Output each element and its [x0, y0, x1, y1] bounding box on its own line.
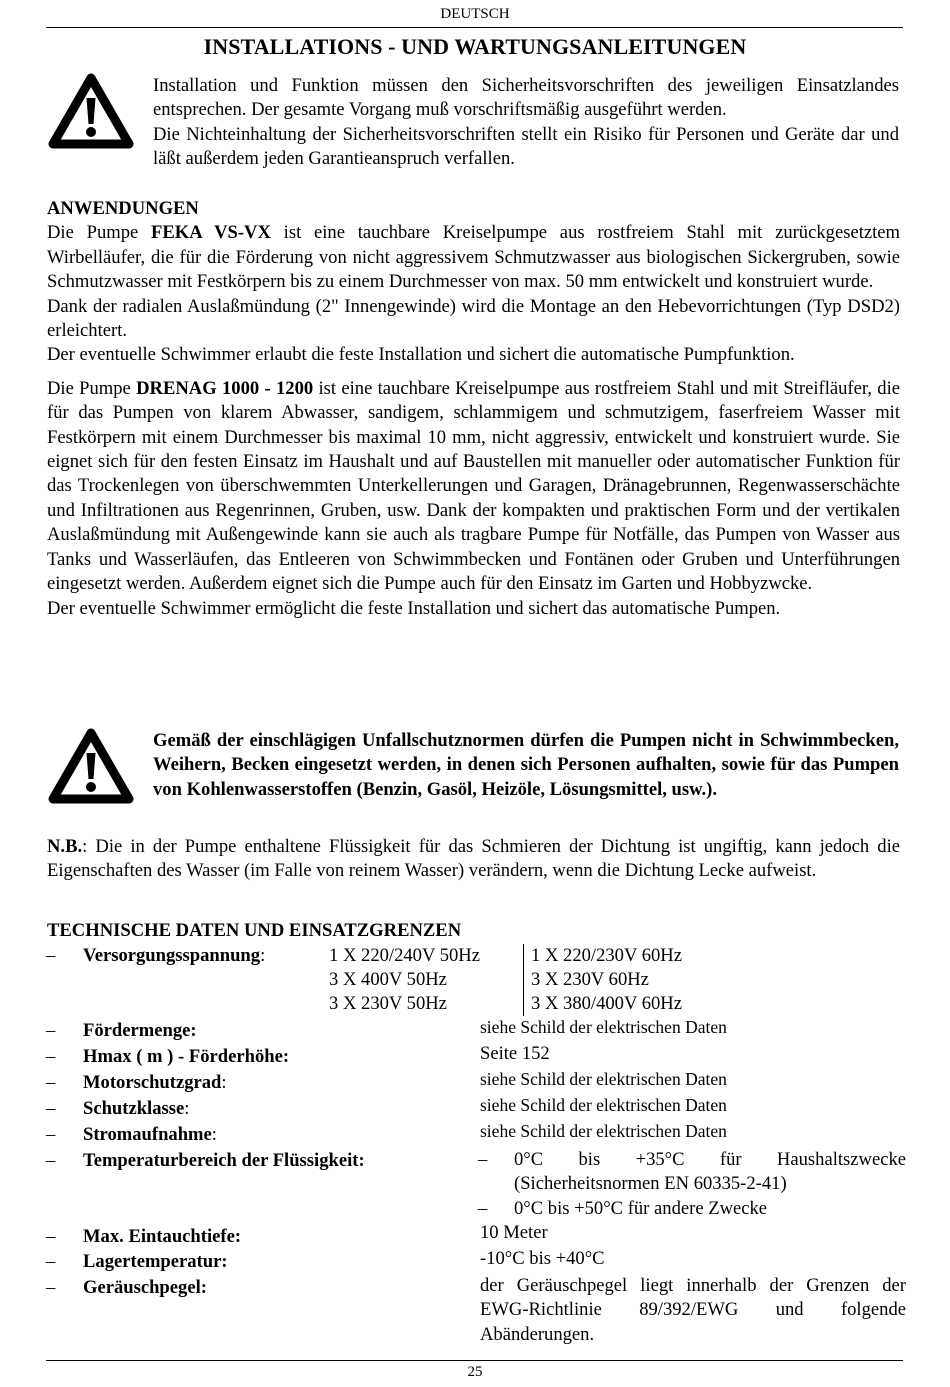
page-title: INSTALLATIONS - UND WARTUNGSANLEITUNGEN	[203, 34, 747, 59]
text: Die Pumpe	[47, 377, 137, 399]
temperature-other: 0°C bis +50°C für andere Zwecke	[514, 1197, 768, 1219]
supply-50hz-list	[329, 944, 480, 1016]
temperature-domestic: 0°C bis +35°C für Haushaltszwecke	[514, 1149, 906, 1170]
label-text: Versorgungsspannung	[83, 945, 261, 966]
class-value: siehe Schild der elektrischen Daten	[480, 1095, 727, 1115]
dash: –	[478, 1149, 488, 1170]
language-header: DEUTSCH	[440, 6, 510, 22]
product-name: FEKA VS-VX	[151, 222, 271, 244]
warning-text-2: Gemäß der einschlägigen Unfallschutznormen dürfen die Pumpen nicht in Schwimmbecken, Weihern, Becken eingesetzt werden, in denen sich Personen aufhalten, sowie für das Pumpen von Kohlenwasserstoffen (Benzin, Gasöl, Heizöle, Lösungsmittel, usw.).	[153, 730, 899, 800]
supply-value: 3 X 400V 50Hz	[329, 969, 447, 990]
warning-triangle-icon	[47, 727, 135, 805]
temperature-line	[478, 1148, 906, 1172]
supply-value: 1 X 220/240V 50Hz	[329, 945, 480, 966]
paragraph: Der eventuelle Schwimmer erlaubt die feste Installation und sichert die automatische Pumpfunktion.	[47, 344, 795, 366]
note-paragraph	[47, 835, 900, 884]
colon: :	[211, 1124, 217, 1145]
flow-label: Fördermenge:	[83, 1020, 197, 1041]
storage-value: -10°C bis +40°C	[480, 1248, 605, 1269]
current-value: siehe Schild der elektrischen Daten	[480, 1121, 727, 1141]
applications-section	[47, 197, 900, 621]
supply-label	[83, 944, 265, 968]
note-label: N.B.	[47, 836, 83, 857]
colon: :	[184, 1098, 190, 1119]
dash: –	[46, 1098, 56, 1119]
text: Die Pumpe	[47, 222, 152, 244]
dash: –	[478, 1197, 488, 1219]
page-number: 25	[467, 1364, 483, 1380]
top-divider	[46, 27, 903, 28]
class-label	[83, 1097, 189, 1121]
supply-value: 3 X 230V 50Hz	[329, 993, 447, 1014]
dash: –	[46, 1277, 56, 1298]
dash: –	[46, 1124, 56, 1145]
supply-value: 3 X 380/400V 60Hz	[531, 993, 682, 1014]
dash: –	[46, 1150, 56, 1171]
temperature-line	[478, 1197, 906, 1221]
label-text: Stromaufnahme	[83, 1124, 212, 1145]
note-text: : Die in der Pumpe enthaltene Flüssigkeit für das Schmieren der Dichtung ist ungiftig, kann jedoch die Eigenschaften des Wasser (im Falle von reinem Wasser) verändern, wenn die Dichtung Lecke aufweist.	[47, 836, 900, 882]
dash: –	[46, 1226, 56, 1247]
dash: –	[46, 1072, 56, 1093]
dash: –	[46, 1020, 56, 1041]
label-text: Schutzklasse	[83, 1098, 185, 1119]
text: ist eine tauchbare Kreiselpumpe aus rostfreiem Stahl mit zurückgesetztem Wirbelläufer, die für die Förderung von nicht aggressivem Schmutzwasser aus biologischen Sickergruben, sowie Schmutzwasser mit Festkörpern bis zu einem Durchmesser von max. 50 mm entwickelt und konstruiert wurde.	[47, 222, 900, 293]
colon: :	[260, 945, 266, 966]
supply-value: 3 X 230V 60Hz	[531, 969, 649, 990]
temperature-line	[478, 1172, 906, 1196]
tech-heading: TECHNISCHE DATEN UND EINSATZGRENZEN	[47, 920, 462, 941]
paragraph: Dank der radialen Auslaßmündung (2" Innengewinde) wird die Montage an den Hebevorrichtungen (Typ DSD2) erleichtert.	[47, 295, 900, 342]
paragraph: Der eventuelle Schwimmer ermöglicht die feste Installation und sichert das automatische Pumpen.	[47, 597, 781, 619]
warning-triangle-icon	[47, 72, 135, 150]
section-heading: ANWENDUNGEN	[47, 198, 199, 219]
storage-label: Lagertemperatur:	[83, 1251, 228, 1272]
noise-label: Geräuschpegel:	[83, 1277, 207, 1298]
colon: :	[221, 1072, 227, 1093]
dash: –	[46, 1251, 56, 1272]
product-name: DRENAG 1000 - 1200	[136, 377, 314, 399]
paragraph	[47, 377, 900, 597]
warning-paragraph: Die Nichteinhaltung der Sicherheitsvorschriften stellt ein Risiko für Personen und Geräte dar und läßt außerdem jeden Garantieanspruch verfallen.	[153, 123, 899, 170]
depth-label: Max. Eintauchtiefe:	[83, 1226, 242, 1247]
temperature-label: Temperaturbereich der Flüssigkeit:	[83, 1150, 365, 1171]
dash: –	[46, 945, 56, 966]
temperature-values	[478, 1148, 906, 1221]
depth-value: 10 Meter	[480, 1222, 548, 1243]
protection-label	[83, 1071, 227, 1095]
hmax-label: Hmax ( m ) - Förderhöhe:	[83, 1046, 290, 1067]
flow-value: siehe Schild der elektrischen Daten	[480, 1017, 727, 1037]
current-label	[83, 1123, 217, 1147]
label-text: Motorschutzgrad	[83, 1072, 222, 1093]
bottom-divider	[46, 1360, 903, 1361]
warning-text-1	[153, 74, 899, 172]
text: ist eine tauchbare Kreiselpumpe aus rostfreiem Stahl und mit Streifläufer, die für das Pumpen von klarem Abwasser, sandigem, schlammigem und schmutzigem, faserfreiem Wasser mit Festkörpern mit einem Durchmesser bis maximal 10 mm, nicht aggressiv, entwickelt und konstruiert wurde. Sie eignet sich für den festen Einsatz im Haushalt und auf Baustellen mit manueller oder automatischer Funktion für das Trockenlegen von überschwemmten Unterkellerungen und Garagen, Dränagebrunnen, Regenwasserschächte und Infiltrationen aus Regenrinnen, Gruben, usw. Dank der kompakten und praktischen Form und der vertikalen Auslaßmündung mit Außengewinde kann sie auch als tragbare Pumpe für Notfälle, das Pumpen von Wasser aus Tanks und Wasserläufen, das Entleeren von Schwimmbecken und Fontänen oder Gruben und Unterführungen eingesetzt werden. Außerdem eignet sich die Pumpe auch für den Einsatz im Garten und Hobbyzwcke.	[47, 377, 900, 595]
warning-paragraph: Installation und Funktion müssen den Sicherheitsvorschriften des jeweiligen Einsatzlandes entsprechen. Der gesamte Vorgang muß vorschriftsmäßig ausgeführt werden.	[153, 75, 899, 121]
temperature-norm: (Sicherheitsnormen EN 60335-2-41)	[514, 1173, 787, 1195]
supply-60hz-list	[531, 944, 682, 1016]
paragraph	[47, 221, 900, 294]
supply-value: 1 X 220/230V 60Hz	[531, 945, 682, 966]
hmax-value: Seite 152	[480, 1043, 550, 1064]
protection-value: siehe Schild der elektrischen Daten	[480, 1069, 727, 1089]
dash: –	[46, 1046, 56, 1067]
noise-value: der Geräuschpegel liegt innerhalb der Grenzen der EWG-Richtlinie 89/392/EWG und folgende Abänderungen.	[480, 1275, 906, 1345]
column-divider	[523, 944, 524, 1016]
